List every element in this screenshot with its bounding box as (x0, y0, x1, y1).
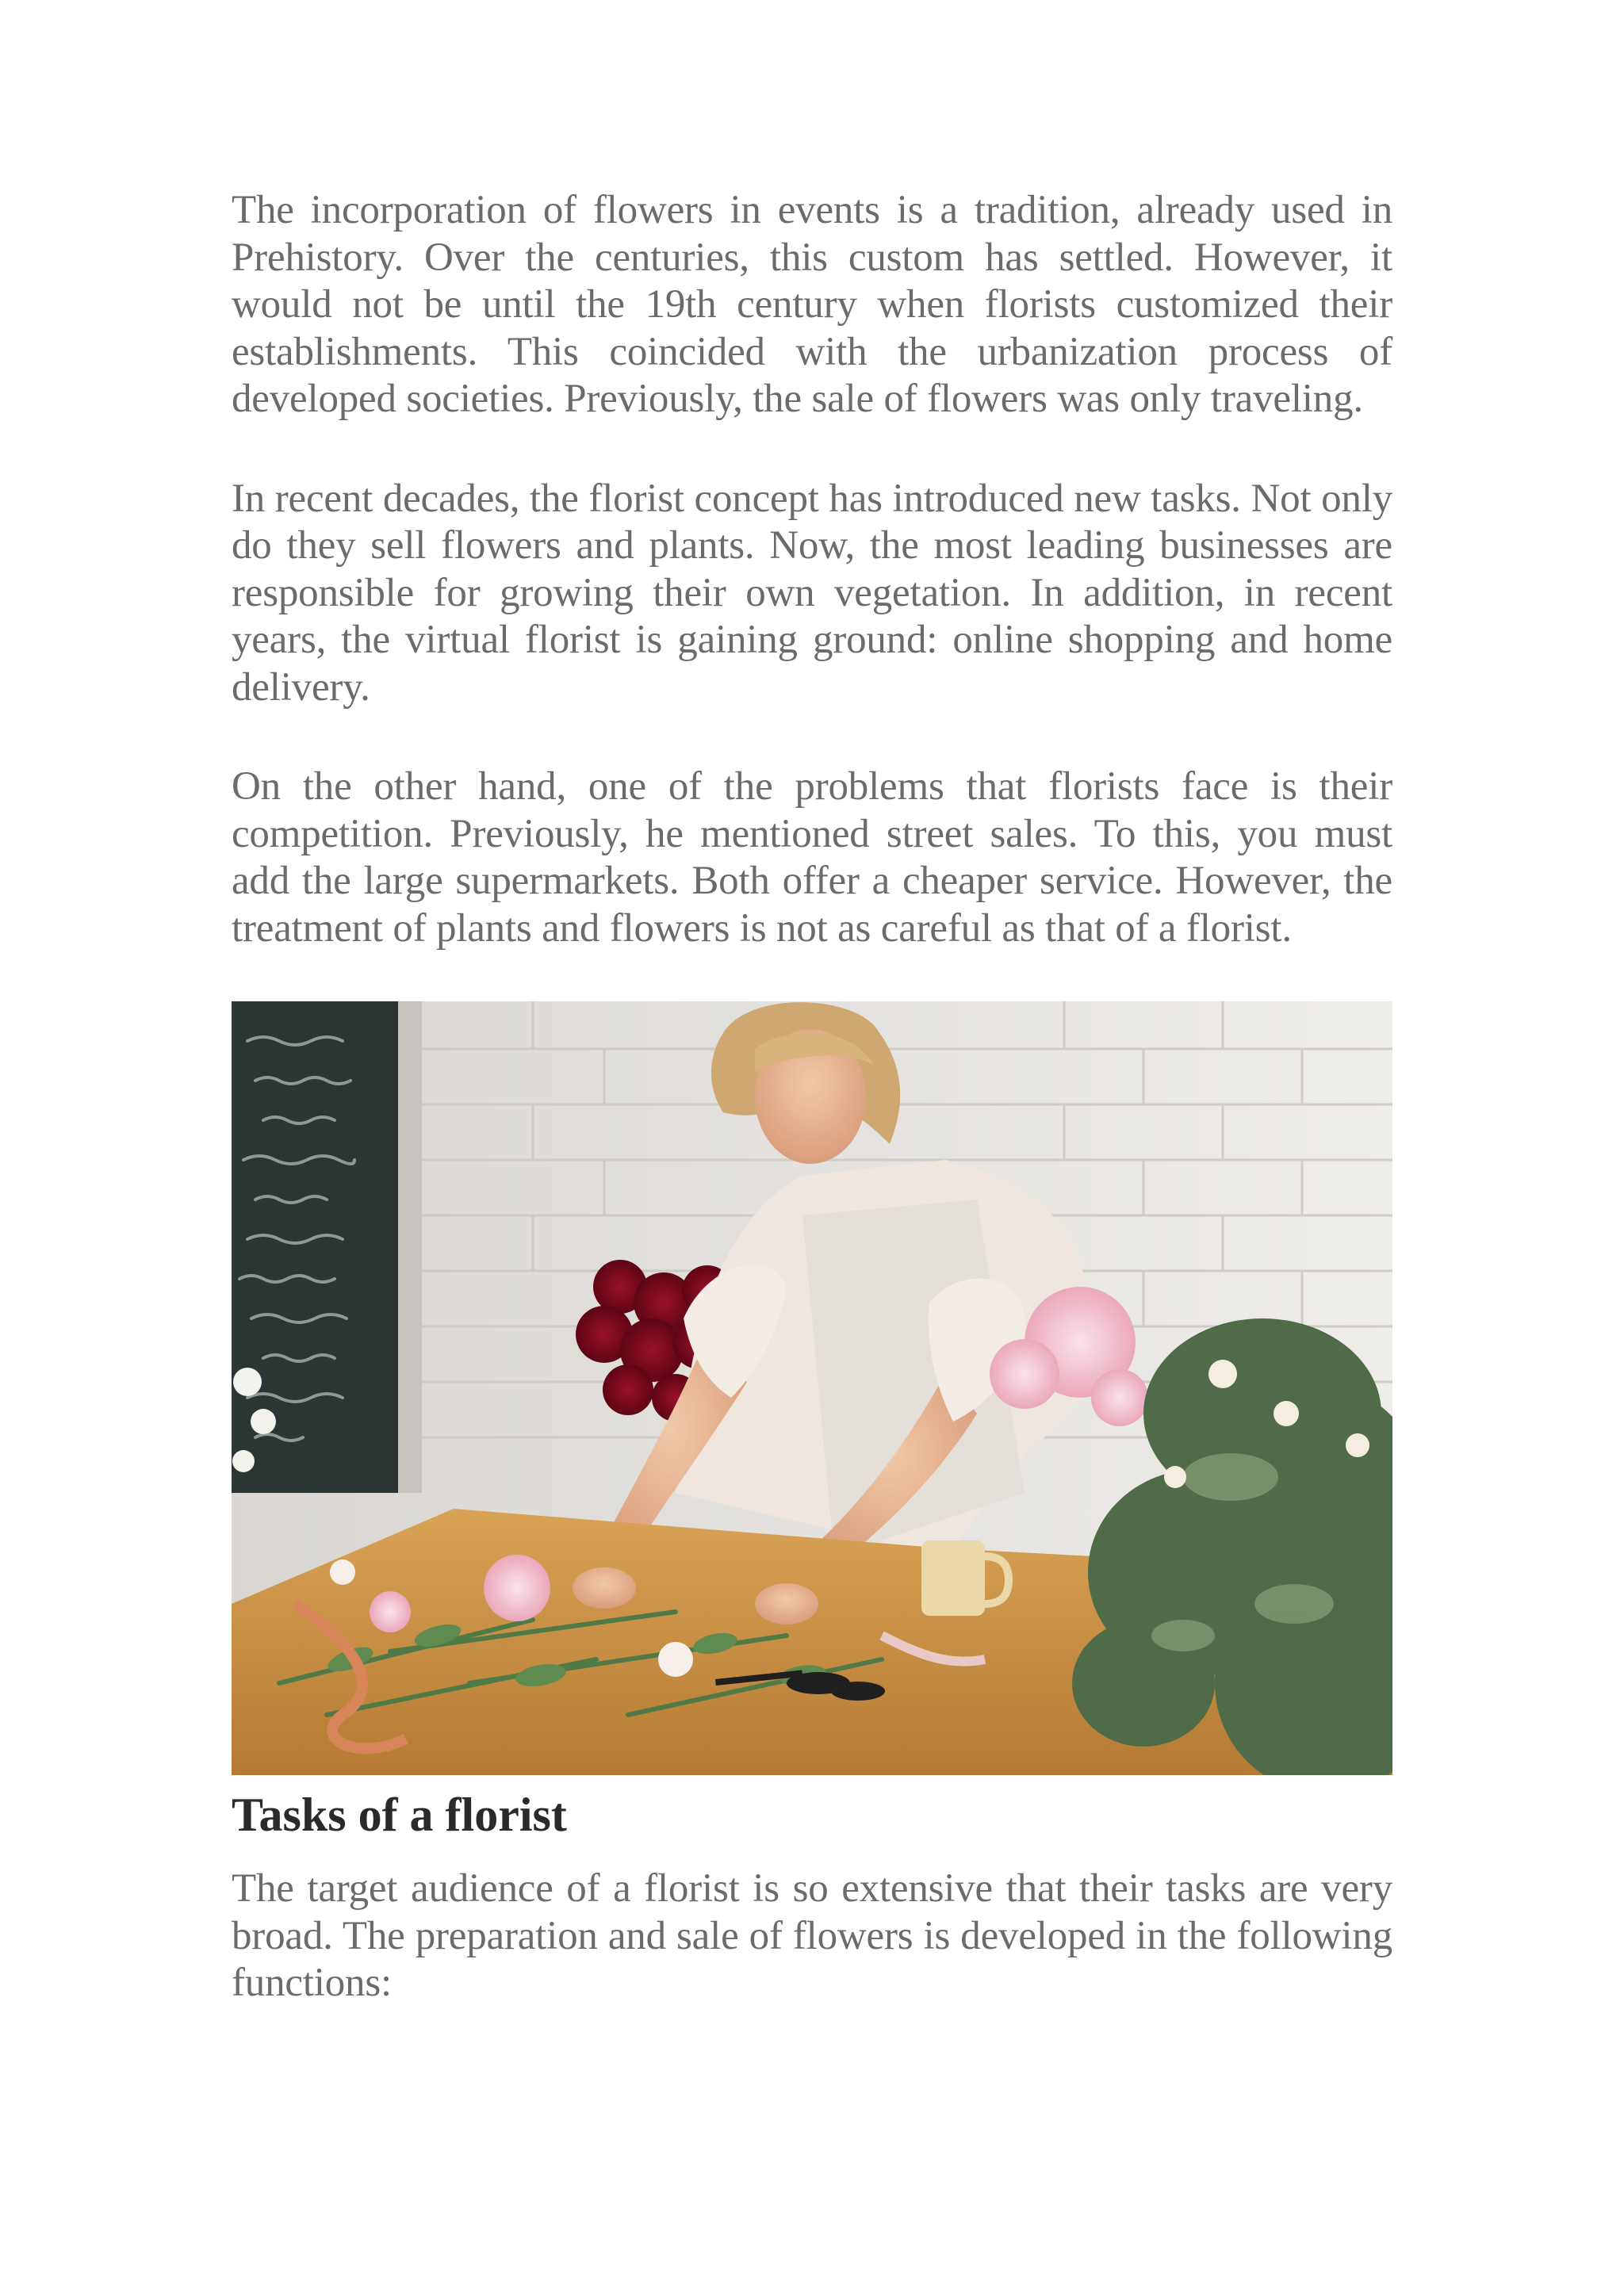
paragraph-competition: On the other hand, one of the problems that florists face is their competition. Previously, he mentioned street sales. To this, you must add the large supermarkets. Both offer a cheaper service. However, the treatment of plants and flowers is not as careful as that of a florist. (232, 764, 1392, 951)
paragraph-history: The incorporation of flowers in events is a tradition, already used in Prehistory. Over the centuries, this custom has settled. However, it would not be until the 19th century when florists customized their establishments. This coincided with the urbanization process of developed societies. Previously, the sale of flowers was only traveling. (232, 188, 1392, 421)
document-content (232, 187, 1392, 2007)
section-heading: Tasks of a florist (232, 1789, 567, 1841)
florist-photo (232, 1001, 1392, 1775)
paragraph-recent-decades: In recent decades, the florist concept has introduced new tasks. Not only do they sell flowers and plants. Now, the most leading businesses are responsible for growing their own vegetation. In addition, in recent years, the virtual florist is gaining ground: online shopping and home delivery. (232, 476, 1392, 710)
paragraph-tasks-intro: The target audience of a florist is so extensive that their tasks are very broad. The preparation and sale of flowers is developed in the following functions: (232, 1866, 1392, 2005)
